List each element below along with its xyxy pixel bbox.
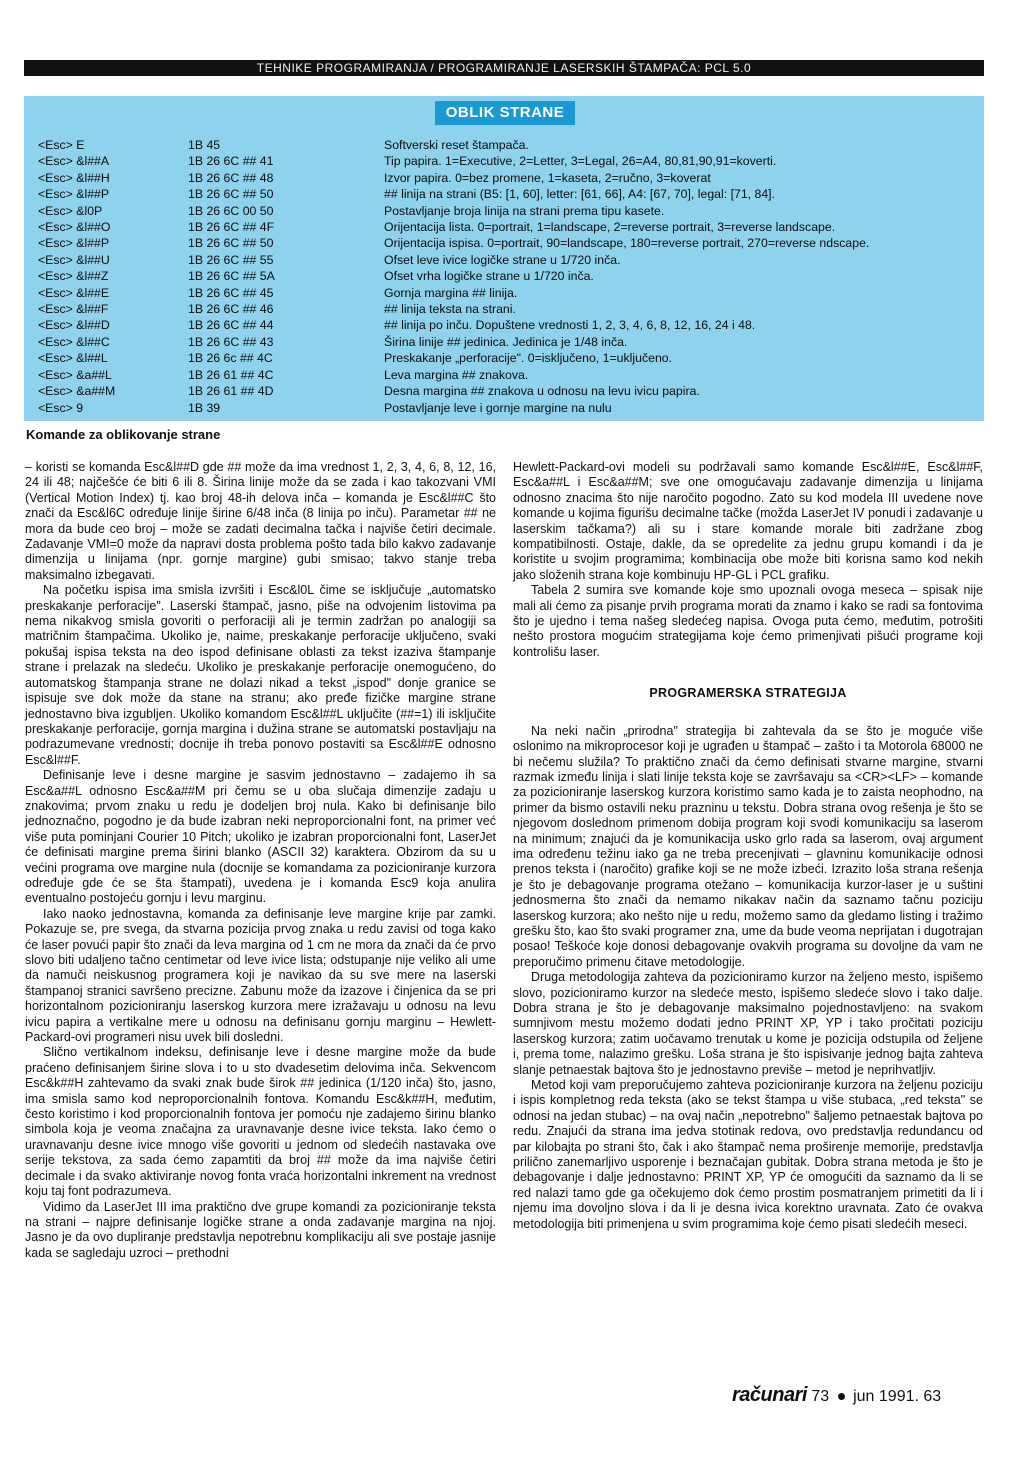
description-cell: Izvor papira. 0=bez promene, 1=kaseta, 2=ručno, 3=koverat (384, 170, 711, 185)
description-cell: Desna margina ## znakova u odnosu na levu ivicu papira. (384, 384, 700, 399)
hex-code-cell: 1B 26 6C ## 43 (188, 334, 274, 349)
hex-code-cell: 1B 26 6C ## 55 (188, 252, 274, 267)
body-paragraph: – koristi se komanda Esc&l##D gde ## može da ima vrednost 1, 2, 3, 4, 6, 8, 12, 16, 24 ili 48; najčešće će biti 6 ili 8. Širina linije može da se zada i kao takozvani VMI (Vertical Motion Index) tj. kao broj 48-ih delova inča – komanda je Esc&l##C što znači da Esc&l6C određuje linije širine 6/48 inča (8 linija po inču). Parametar ## ne mora da bude ceo broj – može se zadati decimalna tačka i najviše četiri decimale. Zadavanje VMI=0 može da napravi dosta problema pošto tada bilo kakvo zadavanje dimenzija u linijama (npr. gornje margine) gubi smisao; takvo stanje treba maksimalno izbegavati. (25, 460, 496, 582)
issue-number: 73 (811, 1388, 830, 1405)
bullet-icon (838, 1393, 845, 1400)
hex-code-cell: 1B 26 6c ## 4C (188, 351, 273, 366)
description-cell: ## linija teksta na strani. (384, 302, 516, 317)
table-row (38, 252, 978, 268)
description-cell: Gornja margina ## linija. (384, 285, 518, 300)
right-text-column (513, 460, 983, 1232)
escape-sequence-cell: <Esc> &l##C (38, 334, 110, 349)
description-cell: Ofset leve ivice logičke strane u 1/720 inča. (384, 252, 621, 267)
hex-code-cell: 1B 26 6C ## 5A (188, 269, 275, 284)
escape-sequence-cell: <Esc> &l##L (38, 351, 108, 366)
escape-sequence-cell: <Esc> &l##A (38, 154, 110, 169)
table-row (38, 301, 978, 317)
table-row (38, 334, 978, 350)
table-row (38, 317, 978, 333)
table-row (38, 400, 978, 416)
body-paragraph: Metod koji vam preporučujemo zahteva pozicioniranje kurzora na željenu poziciju i ispis kompletnog reda teksta (ako se tekst štampa u više stubaca, „red teksta" se odnosi na jedan stubac) – na ovaj način „nepotrebno" šaljemo petnaestak bajtova po redu. Znajući da strana ima jedva stotinak redova, ovo predstavlja redundancu od par kilobajta po strani što, čak i ako štampač nema proširenje memorije, predstavlja prilično zanemarljivo usporenje i beznačajan gubitak. Dobra strana metoda je što je debagovanje i dalje jednostavno: PRINT XP, YP će omogućiti da saznamo da li se red nalazi tamo gde ga očekujemo dok ćemo prostim posmatranjem primetiti da li i njemu ima dovoljno slova i da li je desna ivica korektno uravnata. Zato će ovakva metodologija biti primenjena u svim programima koje ćemo pisati sledećih meseci. (513, 1078, 983, 1231)
page-number: 63 (923, 1388, 942, 1405)
escape-sequence-cell: <Esc> &l##E (38, 285, 110, 300)
escape-sequence-cell: <Esc> 9 (38, 400, 84, 415)
body-paragraph: Na početku ispisa ima smisla izvršiti i Esc&l0L čime se isključuje „automatsko preskakanje perforacije". Laserski štampač, jasno, piše na odvojenim listovima pa nema nikakvog smisla govoriti o perforaciji ali je termin zadržan po analogiji sa matričnim štampačima. Ukoliko je, naime, preskakanje perforacije uključeno, svaki pokušaj ispisa teksta na deo ispod definisane oblasti za tekst izaziva štampanje strane i prelazak na sledeću. Ukoliko je preskakanje perforacije onemogućeno, do automatskog štampanja strane ne dolazi nikad a tekst „ispod" donje granice se ispisuje sve dok može da stane na stranu; ako pređe fizičke margine strane jednostavno biva izgubljen. Ukoliko komandom Esc&l##L uključite (##=1) ili isključite preskakanje perforacije, gornja margina i dužina strane se automatski postavljaju na podrazumevane vrednosti; docnije ih treba ponovo postaviti sa Esc&l##E odnosno Esc&l##F. (25, 583, 496, 767)
hex-code-cell: 1B 26 6C ## 44 (188, 318, 274, 333)
hex-code-cell: 1B 26 6C 00 50 (188, 203, 274, 218)
body-paragraph: Hewlett-Packard-ovi modeli su podržavali samo komande Esc&l##E, Esc&l##F, Esc&a##L i Esc&a##M; sve one omogućavaju zadavanje dimenzija u linijama odnosno znacima što nije naročito pogodno. Zato su kod modela III uvedene nove komande u kojima figurišu decimalne tačke (možda LaserJet IV ponudi i zadavanje u laserskim tačkama?) ali su i stare komande morale biti zadržane zbog kompatibilnosti. Ostaje, dakle, da se opredelite za jednu grupu komandi i da je koristite u svojim programima; kombinacija obe može biti korisna samo kod nekih jako složenih strana koje kombinuju HP-GL i PCL grafiku. (513, 460, 983, 582)
description-cell: ## linija po inču. Dopuštene vrednosti 1, 2, 3, 4, 6, 8, 12, 16, 24 i 48. (384, 318, 756, 333)
left-text-column (25, 460, 496, 1261)
description-cell: Tip papira. 1=Executive, 2=Letter, 3=Legal, 26=A4, 80,81,90,91=koverti. (384, 154, 777, 169)
description-cell: Leva margina ## znakova. (384, 367, 529, 382)
escape-sequence-cell: <Esc> &l0P (38, 203, 103, 218)
hex-code-cell: 1B 39 (188, 400, 221, 415)
escape-sequence-cell: <Esc> &l##P (38, 187, 110, 202)
section-header-title: TEHNIKE PROGRAMIRANJA / PROGRAMIRANJE LASERSKIH ŠTAMPAČA: PCL 5.0 (256, 61, 752, 75)
page-footer (732, 1384, 984, 1407)
hex-code-cell: 1B 26 61 ## 4D (188, 384, 274, 399)
escape-sequence-cell: <Esc> &l##O (38, 220, 111, 235)
table-row (38, 350, 978, 366)
description-cell: Orijentacija ispisa. 0=portrait, 90=landscape, 180=reverse portrait, 270=reverse ndscape. (384, 236, 870, 251)
body-paragraph: Druga metodologija zahteva da pozicioniramo kurzor na željeno mesto, ispišemo slovo, pozicioniramo kurzor na sledeće mesto, ispišemo sledeće slovo i tako dalje. Dobra strana je što je debagovanje maksimalno pojednostavljeno: na svakom sumnjivom mestu možemo dodati jedno PRINT XP, YP i tako pročitati poziciju laserskog kurzora; zatim uočavamo trenutak u kome je pozicija odstupila od željene i, prema tome, nalazimo grešku. Loša strana je što ispisivanje jednog bajta zahteva slanje petnaestak bajtova što je jednostavno previše – metod je neprihvatljiv. (513, 970, 983, 1077)
hex-code-cell: 1B 26 6C ## 46 (188, 302, 274, 317)
escape-sequence-cell: <Esc> &l##P (38, 236, 110, 251)
table-row (38, 383, 978, 399)
table-row (38, 285, 978, 301)
description-cell: Širina linije ## jedinica. Jedinica je 1/48 inča. (384, 334, 628, 349)
table-row (38, 235, 978, 251)
description-cell: ## linija na strani (B5: [1, 60], letter: [61, 66], A4: [67, 70], legal: [71, 84]. (384, 187, 776, 202)
table-row (38, 137, 978, 153)
table-row (38, 153, 978, 169)
section-header-bar (24, 60, 984, 76)
escape-sequence-cell: <Esc> &l##Z (38, 269, 109, 284)
body-paragraph: Iako naoko jednostavna, komanda za definisanje leve margine krije par zamki. Pokazuje se, pre svega, da stvarna pozicija prvog znaka u redu zavisi od toga kako će laser povući papir što znači da leva margina od 1 cm ne mora da znači da će prvo slovo biti udaljeno tačno centimetar od leve ivice lista; odstupanje nije veliko ali ume da namuči neiskusnog programera koji je navikao da su sve mere na laserski štampanoj stranici savršeno precizne. Zabunu može da izazove i činjenica da se pri horizontalnom pozicioniranju laserskog kurzora mere izražavaju u odnosu na levu ivicu papira a vertikalne mere u odnosu na definisanu gornju marginu – Hewlett-Packard-ovi programeri nisu uvek bili dosledni. (25, 906, 496, 1045)
table-row (38, 367, 978, 383)
escape-sequence-cell: <Esc> &a##M (38, 384, 116, 399)
table-row (38, 203, 978, 219)
description-cell: Preskakanje „perforacije". 0=isključeno, 1=uključeno. (384, 351, 673, 366)
hex-code-cell: 1B 26 61 ## 4C (188, 367, 274, 382)
escape-sequence-cell: <Esc> &l##H (38, 170, 110, 185)
description-cell: Softverski reset štampača. (384, 138, 529, 152)
body-paragraph: Na neki način „prirodna" strategija bi zahtevala da se što je moguće više oslonimo na mikroprocesor koji je ugrađen u štampač – zašto i ta Motorola 68000 ne bi nečemu služila? To praktično znači da ćemo definisati stvarne margine, stvarni razmak između linija i slati linije teksta koje se završavaju sa <CR><LF> – komande za pozicioniranje laserskog kurzora koristimo samo kada je to zaista neophodno, na primer da bismo ostavili neku prazninu u tekstu. Dobra strana ovog rešenja je što se njegovom doslednom primenom dobija program koji svodi komunikaciju sa laserom na minimum; znajući da je komunikacija usko grlo rada sa laserom, ovaj argument ima određenu težinu iako ga ne treba precenjivati – glavninu komunikacije odnosi prenos teksta i (naročito) grafike koji se ne može izbeći. Izrazito loša strana rešenja je što je debagovanje programa otežano – komunikacija kurzor-laser je u suštini jednosmerna što znači da nemamo nikakav način da saznamo tačnu poziciju laserskog kurzora; ako nešto nije u redu, možemo samo da gledamo listing i tražimo grešku što, kao što svaki programer zna, ume da bude veoma neprijatan i dugotrajan posao! Teškoće koje donosi debagovanje ovakvih programa su dovoljne da vam ne preporučimo primenu čitave metodologije. (513, 723, 983, 969)
command-table (38, 137, 978, 416)
body-paragraph: Tabela 2 sumira sve komande koje smo upoznali ovoga meseca – spisak nije mali ali ćemo za pisanje prvih programa morati da znamo i kako se radi sa fontovima što je ujedno i tema našeg sledećeg napisa. Ovoga puta ćemo, međutim, potrošiti nešto prostora mogućim strategijama koje ćemo primenjivati pišući programe koji kontrolišu laser. (513, 583, 983, 659)
hex-code-cell: 1B 26 6C ## 4F (188, 220, 275, 235)
table-row (38, 186, 978, 202)
hex-code-cell: 1B 26 6C ## 50 (188, 236, 274, 251)
section-heading: PROGRAMERSKA STRATEGIJA (649, 686, 847, 701)
description-cell: Orijentacija lista. 0=portrait, 1=landscape, 2=reverse portrait, 3=reverse landscape. (384, 220, 836, 235)
body-paragraph: Vidimo da LaserJet III ima praktično dve grupe komandi za pozicioniranje teksta na strani – najpre definisanje logičke strane a onda zadavanje margina na njoj. Jasno je da ovo dupliranje predstavlja nepotrebnu komplikaciju ali sve postaje jasnije kada se sagledaju uzroci – prethodni (25, 1199, 496, 1260)
description-cell: Postavljanje broja linija na strani prema tipu kasete. (384, 203, 665, 218)
escape-sequence-cell: <Esc> &l##F (38, 302, 109, 317)
escape-sequence-cell: <Esc> &l##U (38, 252, 110, 267)
escape-sequence-cell: <Esc> &a##L (38, 367, 112, 382)
hex-code-cell: 1B 26 6C ## 48 (188, 170, 274, 185)
table-row (38, 170, 978, 186)
table-row (38, 219, 978, 235)
table-caption: Komande za oblikovanje strane (26, 427, 221, 442)
hex-code-cell: 1B 45 (188, 138, 221, 152)
issue-date: jun 1991. (853, 1388, 919, 1405)
body-paragraph: Definisanje leve i desne margine je sasvim jednostavno – zadajemo ih sa Esc&a##L odnosno Esc&a##M pri čemu se u oba slučaja dimenzije zadaju u znakovima; prvom znaku u redu je dodeljen broj nula. Kako bi definisanje bilo jednoznačno, pogodno je da bude izabran neki neproporcionalni font, na primer već više puta pominjani Courier 10 Pitch; ukoliko je izabran proporcionalni font, LaserJet će definisati margine prema širini blanko (ASCII 32) karaktera. Obzirom da su u većini programa ove margine nula (docnije se komandama za pozicioniranje kurzora određuje gde će se šta štampati), uvedena je i komanda Esc9 koja anulira eventualno postojeću gornju i levu marginu. (25, 768, 496, 906)
escape-sequence-cell: <Esc> &l##D (38, 318, 110, 333)
table-row (38, 268, 978, 284)
escape-sequence-cell: <Esc> E (38, 138, 85, 152)
magazine-logo: računari (732, 1384, 807, 1406)
hex-code-cell: 1B 26 6C ## 45 (188, 285, 274, 300)
description-cell: Postavljanje leve i gornje margine na nulu (384, 400, 612, 415)
body-paragraph: Slično vertikalnom indeksu, definisanje leve i desne margine može da bude praćeno definisanjem širine slova i to u sto dvadesetim delovima inča. Sekvencom Esc&k##H zahtevamo da svaki znak bude širok ## jedinica (1/120 inča) što, jasno, ima smisla samo kod neproporcionalnih fontova. Komandu Esc&k##H, međutim, često koristimo i kod proporcionalnih fontova jer pomoću nje zadajemo širinu blanko simbola koja je veoma značajna za uravnavanje desne ivice teksta. Iako ćemo o uravnavanju desne ivice mnogo više govoriti u jednom od sledećih nastavaka ove serije tekstova, za sada ćemo zapamtiti da broj ## može da ima najviše četiri decimale i da svako aktiviranje novog fonta vraća horizontalni inkrement na vrednost koju taj font podrazumeva. (25, 1045, 496, 1199)
hex-code-cell: 1B 26 6C ## 41 (188, 154, 274, 169)
table-title: OBLIK STRANE (435, 101, 575, 125)
hex-code-cell: 1B 26 6C ## 50 (188, 187, 274, 202)
description-cell: Ofset vrha logičke strane u 1/720 inča. (384, 269, 594, 284)
